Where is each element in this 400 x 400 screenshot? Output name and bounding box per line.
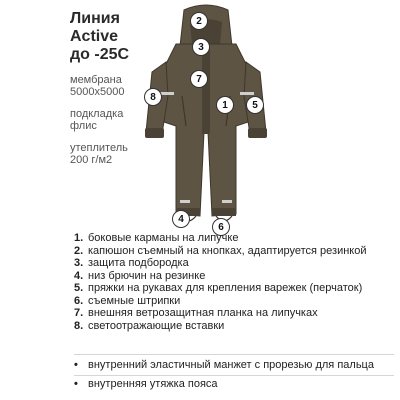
feature-item: 8. светоотражающие вставки <box>74 319 225 332</box>
callout-6: 6 <box>212 218 230 236</box>
feature-item: 6. съемные штрипки <box>74 294 181 307</box>
features-list <box>74 232 394 332</box>
spec-insulation-value: 200 г/м2 <box>70 154 113 166</box>
extra-feature-item: • внутренний эластичный манжет с прорезью для пальца <box>74 357 394 376</box>
callout-5: 5 <box>246 96 264 114</box>
title-line-3: до -25С <box>70 46 130 63</box>
feature-item: 7. внешняя ветрозащитная планка на липучках <box>74 307 318 319</box>
feature-item: 3. защита подбородка <box>74 257 189 269</box>
callout-8: 8 <box>144 88 162 106</box>
feature-item: 4. низ брючин на резинке <box>74 269 206 282</box>
spec-insulation-label: утеплитель <box>70 142 128 154</box>
callout-2: 2 <box>190 12 208 30</box>
feature-item: 1. боковые карманы на липучке <box>74 232 239 244</box>
callout-1: 1 <box>216 96 234 114</box>
callout-4: 4 <box>172 210 190 228</box>
extra-features <box>74 354 394 393</box>
callout-7: 7 <box>190 70 208 88</box>
feature-item: 5. пряжки на рукавах для крепления варежек (перчаток) <box>74 282 363 294</box>
spec-lining-label: подкладка <box>70 108 124 120</box>
overall-illustration <box>136 4 276 230</box>
callout-3: 3 <box>192 38 210 56</box>
feature-item: 2. капюшон съемный на кнопках, адаптируется резинкой <box>74 244 367 257</box>
overall-product-image <box>136 4 276 233</box>
title-line-1: Линия <box>70 10 120 27</box>
spec-lining-value: флис <box>70 120 97 132</box>
title-line-2: Active <box>70 28 119 45</box>
spec-membrane-label: мембрана <box>70 74 122 86</box>
spec-membrane-value: 5000х5000 <box>70 86 125 98</box>
extra-feature-item: • внутренняя утяжка пояса <box>74 377 218 390</box>
